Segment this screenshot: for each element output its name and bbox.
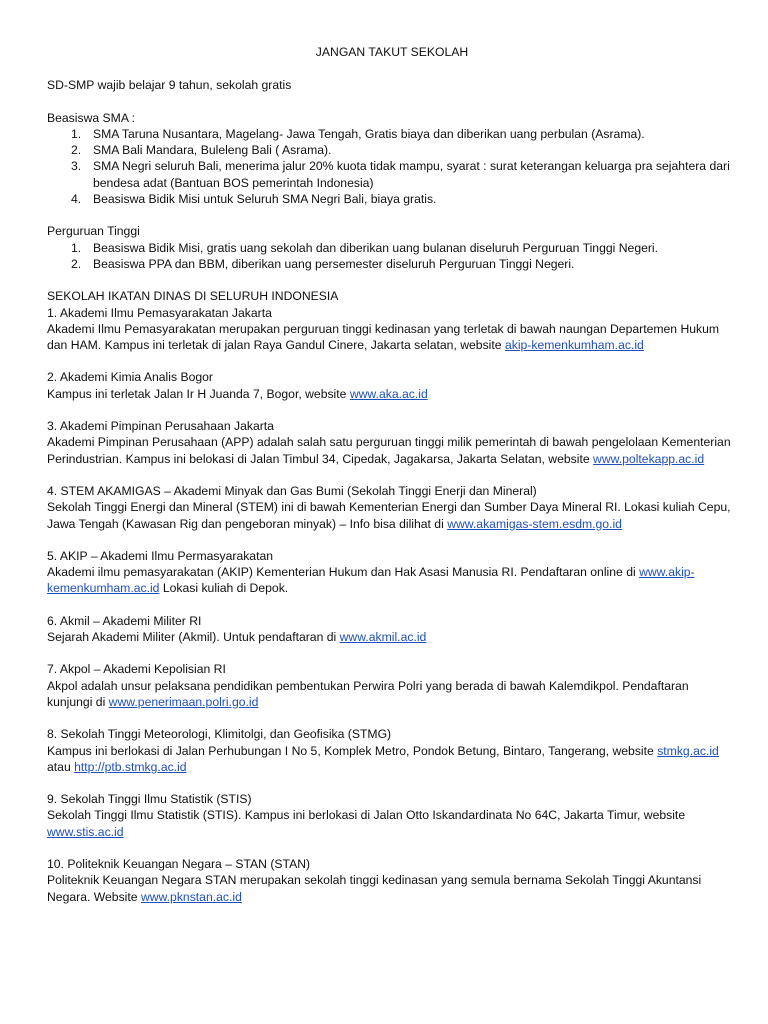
school-description: Sekolah Tinggi Ilmu Statistik (STIS). Kampus ini berlokasi di Jalan Otto Iskandardinata No 64C, Jakarta Timur, website [47, 808, 686, 823]
school-title: 7. Akpol – Akademi Kepolisian RI [47, 662, 226, 677]
school-title: 2. Akademi Kimia Analis Bogor [47, 370, 213, 385]
school-entry [47, 613, 737, 646]
sma-heading: Beasiswa SMA : [47, 110, 136, 125]
list-item: 2. Beasiswa PPA dan BBM, diberikan uang persemester diseluruh Perguruan Tinggi Negeri. [71, 256, 575, 271]
list-item: 3. SMA Negri seluruh Bali, menerima jalur 20% kuota tidak mampu, syarat : surat keterangan keluarga pra sejahtera dari bendesa adat (Bantuan BOS pemerintah Indonesia) [71, 159, 730, 190]
document-title: JANGAN TAKUT SEKOLAH [315, 45, 469, 59]
school-entry [47, 726, 737, 775]
school-website-link[interactable]: stmkg.ac.id [657, 743, 719, 758]
school-entry [47, 548, 737, 597]
school-website-link[interactable]: www.akip-kemenkumham.ac.id [47, 565, 695, 596]
school-entry [47, 661, 737, 710]
school-website-link[interactable]: www.stis.ac.id [47, 824, 124, 839]
school-website-link[interactable]: www.akmil.ac.id [339, 630, 427, 645]
dinas-heading: SEKOLAH IKATAN DINAS DI SELURUH INDONESIA [47, 289, 339, 304]
pt-list [47, 240, 737, 273]
school-description-tail: Lokasi kuliah di Depok. [159, 581, 289, 596]
school-website-link[interactable]: akip-kemenkumham.ac.id [504, 338, 644, 353]
school-entry [47, 483, 737, 532]
school-title: 4. STEM AKAMIGAS – Akademi Minyak dan Gas Bumi (Sekolah Tinggi Enerji dan Mineral) [47, 483, 537, 498]
school-website-link[interactable]: www.aka.ac.id [349, 386, 428, 401]
school-website-link[interactable]: www.akamigas-stem.esdm.go.id [447, 516, 622, 531]
school-entry [47, 791, 737, 840]
list-item: 1. Beasiswa Bidik Misi, gratis uang sekolah dan diberikan uang bulanan diseluruh Perguruan Tinggi Negeri. [71, 240, 659, 255]
school-website-link[interactable]: www.poltekapp.ac.id [593, 451, 705, 466]
list-item: 1. SMA Taruna Nusantara, Magelang- Jawa Tengah, Gratis biaya dan diberikan uang perbulan (Asrama). [71, 126, 645, 141]
school-description: Akademi ilmu pemasyarakatan (AKIP) Kementerian Hukum dan Hak Asasi Manusia RI. Pendaftaran online di [47, 565, 640, 580]
document-page [47, 44, 737, 921]
school-description: Kampus ini berlokasi di Jalan Perhubungan I No 5, Komplek Metro, Pondok Betung, Bintaro, Tangerang, website [47, 743, 658, 758]
list-item: 2. SMA Bali Mandara, Buleleng Bali ( Asrama). [71, 143, 332, 158]
list-item: 4. Beasiswa Bidik Misi untuk Seluruh SMA Negri Bali, biaya gratis. [71, 192, 437, 207]
sma-list [47, 126, 737, 207]
school-website-link[interactable]: www.pknstan.ac.id [140, 889, 242, 904]
school-description: Kampus ini terletak Jalan Ir H Juanda 7, Bogor, website [47, 386, 350, 401]
school-description-connector: atau [47, 759, 75, 774]
school-title: 10. Politeknik Keuangan Negara – STAN (STAN) [47, 856, 311, 871]
school-website-link-secondary[interactable]: http://ptb.stmkg.ac.id [74, 759, 187, 774]
school-title: 9. Sekolah Tinggi Ilmu Statistik (STIS) [47, 792, 252, 807]
school-title: 8. Sekolah Tinggi Meteorologi, Klimitolgi, dan Geofisika (STMG) [47, 727, 392, 742]
school-title: 5. AKIP – Akademi Ilmu Permasyarakatan [47, 548, 274, 563]
school-description: Sejarah Akademi Militer (Akmil). Untuk pendaftaran di [47, 630, 340, 645]
intro-line: SD-SMP wajib belajar 9 tahun, sekolah gratis [47, 78, 292, 93]
school-entry [47, 418, 737, 467]
school-description: Politeknik Keuangan Negara STAN merupakan sekolah tinggi kedinasan yang semula bernama Sekolah Tinggi Akuntansi Negara. Website [47, 873, 702, 904]
school-entry [47, 305, 737, 354]
school-description: Akpol adalah unsur pelaksana pendidikan pembentukan Perwira Polri yang berada di bawah Kalemdikpol. Pendaftaran kunjungi di [47, 678, 689, 709]
school-entry [47, 856, 737, 905]
pt-heading: Perguruan Tinggi [47, 224, 140, 239]
school-website-link[interactable]: www.penerimaan.polri.go.id [108, 694, 259, 709]
school-description: Sekolah Tinggi Energi dan Mineral (STEM) ini di bawah Kementerian Energi dan Sumber Daya Mineral RI. Lokasi kuliah Cepu, Jawa Tengah (Kawasan Rig dan pengeboran minyak) – Info bisa dilihat di [47, 500, 731, 531]
school-description: Akademi Pimpinan Perusahaan (APP) adalah salah satu perguruan tinggi milik pemerintah di bawah pengelolaan Kementerian Perindustrian. Kampus ini belokasi di Jalan Timbul 34, Cipedak, Jagakarsa, Jakarta Selatan, website [47, 435, 731, 466]
school-title: 6. Akmil – Akademi Militer RI [47, 613, 202, 628]
school-title: 3. Akademi Pimpinan Perusahaan Jakarta [47, 419, 274, 434]
school-title: 1. Akademi Ilmu Pemasyarakatan Jakarta [47, 305, 272, 320]
school-entry [47, 369, 737, 402]
school-description: Akademi Ilmu Pemasyarakatan merupakan perguruan tinggi kedinasan yang terletak di bawah naungan Departemen Hukum dan HAM. Kampus ini terletak di jalan Raya Gandul Cinere, Jakarta selatan, website [47, 321, 720, 353]
